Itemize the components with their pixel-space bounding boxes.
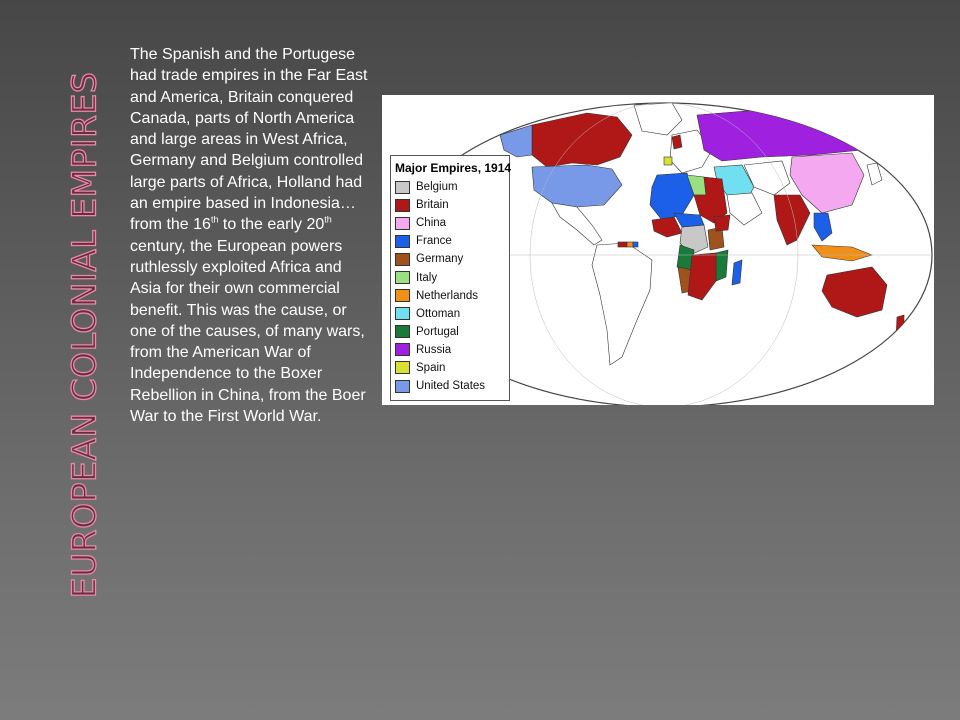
- legend-swatch: [395, 181, 410, 194]
- legend-swatch: [395, 325, 410, 338]
- slide-body-text: [130, 44, 375, 427]
- legend-label: France: [416, 235, 452, 248]
- legend-label: China: [416, 217, 447, 230]
- legend-swatch: [395, 307, 410, 320]
- region-mozambique: [716, 250, 728, 281]
- legend-swatch: [395, 361, 410, 374]
- body-text-part-3: century, the European powers ruthlessly exploited Africa and Asia for their own commercial benefit. This was the cause, or one of the causes, of many wars, from the American War of Independence to the Boxer Rebellion in China, from the Boer War to the First World War.: [130, 237, 366, 426]
- legend-item-russia: [391, 341, 509, 359]
- legend-label: Russia: [416, 343, 452, 356]
- slide-title-container: [55, 42, 113, 628]
- legend-swatch: [395, 380, 410, 393]
- legend-swatch: [395, 199, 410, 212]
- slide-title: EUROPEAN COLONIAL EMPIRES: [64, 71, 104, 599]
- legend-swatch: [395, 253, 410, 266]
- region-russia: [697, 105, 902, 161]
- body-text-part-1: The Spanish and the Portugese had trade empires in the Far East and America, Britain conquered Canada, parts of North America and large areas in West Africa, Germany and Belgium controlled large parts of Africa, Holland had an empire based in Indonesia…from the 16: [130, 46, 368, 234]
- legend-item-united-states: [391, 377, 509, 395]
- legend-item-netherlands: [391, 287, 509, 305]
- legend-item-france: [391, 232, 509, 250]
- legend-swatch: [395, 271, 410, 284]
- legend-label: Portugal: [416, 325, 459, 338]
- legend-item-spain: [391, 359, 509, 377]
- legend-item-italy: [391, 268, 509, 286]
- world-map-image: [382, 95, 934, 405]
- legend-label: Germany: [416, 253, 464, 266]
- legend-item-belgium: [391, 178, 509, 196]
- region-kenya: [714, 215, 730, 231]
- region-uk: [672, 135, 682, 149]
- legend-item-ottoman: [391, 305, 509, 323]
- legend-label: Spain: [416, 361, 446, 374]
- region-guianas: [618, 242, 627, 247]
- superscript-th-2: th: [324, 215, 332, 226]
- legend-swatch: [395, 235, 410, 248]
- legend-swatch: [395, 289, 410, 302]
- region-new-zealand: [896, 315, 904, 337]
- legend-label: United States: [416, 380, 486, 393]
- legend-title: Major Empires, 1914: [395, 161, 512, 175]
- legend-swatch: [395, 343, 410, 356]
- legend-item-britain: [391, 196, 509, 214]
- legend-item-china: [391, 214, 509, 232]
- legend-item-portugal: [391, 323, 509, 341]
- superscript-th-1: th: [210, 215, 219, 226]
- map-legend: [390, 155, 510, 401]
- legend-label: Belgium: [416, 181, 458, 194]
- legend-label: Britain: [416, 199, 449, 212]
- legend-swatch: [395, 217, 410, 230]
- legend-label: Ottoman: [416, 307, 461, 320]
- legend-label: Italy: [416, 271, 438, 284]
- legend-label: Netherlands: [416, 289, 479, 302]
- body-text-part-2: to the early 20: [218, 216, 325, 234]
- region-iberia: [664, 157, 672, 165]
- legend-item-germany: [391, 250, 509, 268]
